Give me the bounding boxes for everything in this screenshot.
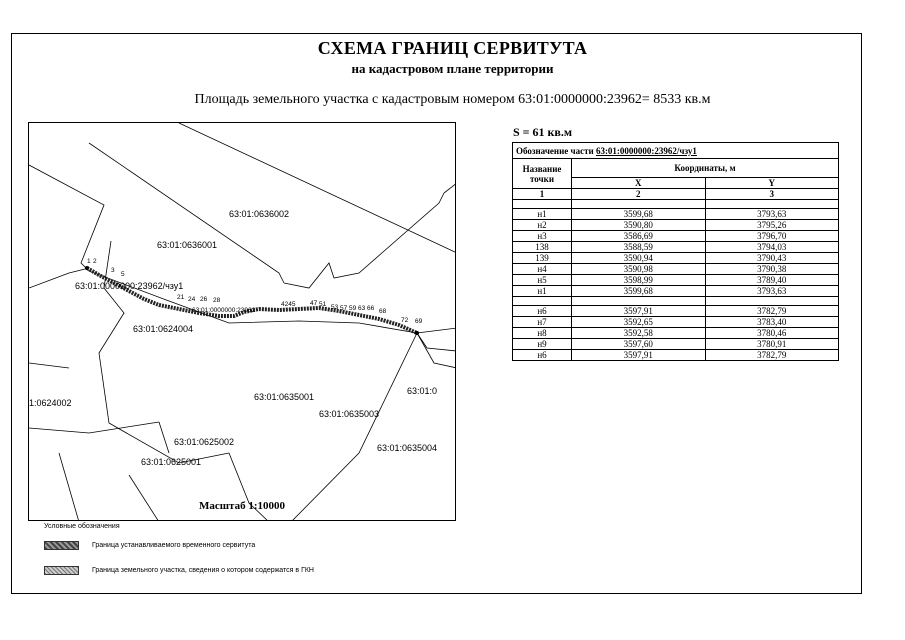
coord-x: 3597,60 [572,339,706,350]
coord-y: 3782,79 [705,306,839,317]
point-name: н7 [513,317,572,328]
point-label: 26 [200,296,208,303]
coord-x: 3590,98 [572,264,706,275]
coord-x: 3586,69 [572,231,706,242]
table-spacer [513,200,839,209]
col-header-y: Y [705,178,839,189]
parcel-label: 63:01:0625002 [174,437,235,447]
point-name: н8 [513,328,572,339]
coord-y: 3780,91 [705,339,839,350]
coord-y: 3790,43 [705,253,839,264]
table-row [513,306,839,317]
table-row [513,220,839,231]
map-drawing [29,123,456,521]
table-row [513,275,839,286]
point-name: н3 [513,231,572,242]
point-name: н5 [513,275,572,286]
legend-item-parcel: Граница земельного участка, сведения о котором содержатся в ГКН [92,567,314,574]
point-name: н4 [513,264,572,275]
point-label: 66 [367,305,375,312]
point-label: 28 [213,297,221,304]
parcel-label: 63:01:0635003 [319,409,380,419]
parcel-label: 63:01:0636001 [157,240,218,250]
coord-x: 3597,91 [572,306,706,317]
coord-y: 3790,38 [705,264,839,275]
coord-x: 3592,65 [572,317,706,328]
point-label: 57 [340,305,348,312]
col-header-x: X [572,178,706,189]
point-label: 21 [177,294,185,301]
table-row [513,286,839,297]
point-name: 138 [513,242,572,253]
coord-x: 3590,80 [572,220,706,231]
coord-y: 3780,46 [705,328,839,339]
table-row [513,242,839,253]
table-row [513,231,839,242]
parcel-label: 63:01:0625001 [141,457,202,467]
coord-y: 3793,63 [705,286,839,297]
point-label: 2 [93,258,97,265]
parcel-label: 63:01:0 [407,386,438,396]
coordinates-table [512,142,839,361]
table-row [513,317,839,328]
parcel-label: 63:01:0636002 [229,209,290,219]
point-label: 69 [415,318,423,325]
servitude-area: S = 61 кв.м [513,125,573,139]
coord-y: 3795,26 [705,220,839,231]
point-name: н2 [513,220,572,231]
parcel-label: 63:01:0624004 [133,324,194,334]
designation-label: Обозначение части [516,145,594,156]
servitude-point-marker [85,266,89,270]
coord-x: 3599,68 [572,286,706,297]
parcel-label: 63:01:0635001 [254,392,315,402]
table-spacer [513,297,839,306]
servitude-hatch-swatch [44,541,79,550]
point-label: 47 [310,300,318,307]
coord-x: 3588,59 [572,242,706,253]
point-label: 5 [121,271,125,278]
point-label: 24 [188,296,196,303]
point-name: н1 [513,209,572,220]
parcel-label: 63:01:0000000:23962/чзу1 [75,281,184,291]
col-num: 1 [513,189,572,200]
scheme-title: СХЕМА ГРАНИЦ СЕРВИТУТА [317,38,588,58]
point-label: 3 [111,267,115,274]
table-row [513,264,839,275]
parcel-label: 63:01:0000000:23962 [192,307,256,314]
point-label: 59 [349,305,357,312]
coord-y: 3796,70 [705,231,839,242]
coord-y: 3783,40 [705,317,839,328]
point-name: н6 [513,306,572,317]
col-header-coords: Координаты, м [572,159,839,178]
table-row [513,209,839,220]
cadastral-map [28,122,456,521]
point-name: 139 [513,253,572,264]
point-name: н9 [513,339,572,350]
col-header-point: Название точки [513,159,572,189]
coord-y: 3782,79 [705,350,839,361]
coord-x: 3597,91 [572,350,706,361]
servitude-point-marker [415,331,419,335]
point-label: 53 [331,304,339,311]
table-row [513,253,839,264]
table-row [513,350,839,361]
designation-code: 63:01:0000000:23962/чзу1 [595,145,697,156]
coord-y: 3794,03 [705,242,839,253]
point-label: 51 [319,301,327,308]
coord-x: 3590,94 [572,253,706,264]
map-scale: Масштаб 1:10000 [198,500,285,512]
parcel-label: 63:01:0635004 [377,443,438,453]
col-num: 2 [572,189,706,200]
point-label: 68 [379,308,387,315]
parcel-hatch-swatch [44,566,79,575]
table-row [513,328,839,339]
point-name: н1 [513,286,572,297]
coord-y: 3793,63 [705,209,839,220]
designation-cell [513,143,839,159]
legend-item-servitude: Граница устанавливаемого временного сервитута [92,542,256,549]
coord-y: 3789,40 [705,275,839,286]
coord-x: 3598,99 [572,275,706,286]
point-label: 4245 [281,301,296,308]
coord-x: 3592,58 [572,328,706,339]
parcel-label: 1:0624002 [29,398,72,408]
col-num: 3 [705,189,839,200]
table-row [513,339,839,350]
block-boundaries [29,123,456,521]
point-label: 72 [401,317,409,324]
coord-x: 3599,68 [572,209,706,220]
legend-title: Условные обозначения [44,523,120,530]
point-name: н6 [513,350,572,361]
scheme-subtitle: на кадастровом плане территории [351,61,554,76]
point-label: 1 [87,258,91,265]
point-label: 63 [358,305,366,312]
parcel-area-line: Площадь земельного участка с кадастровым номером 63:01:0000000:23962= 8533 кв.м [194,92,711,107]
